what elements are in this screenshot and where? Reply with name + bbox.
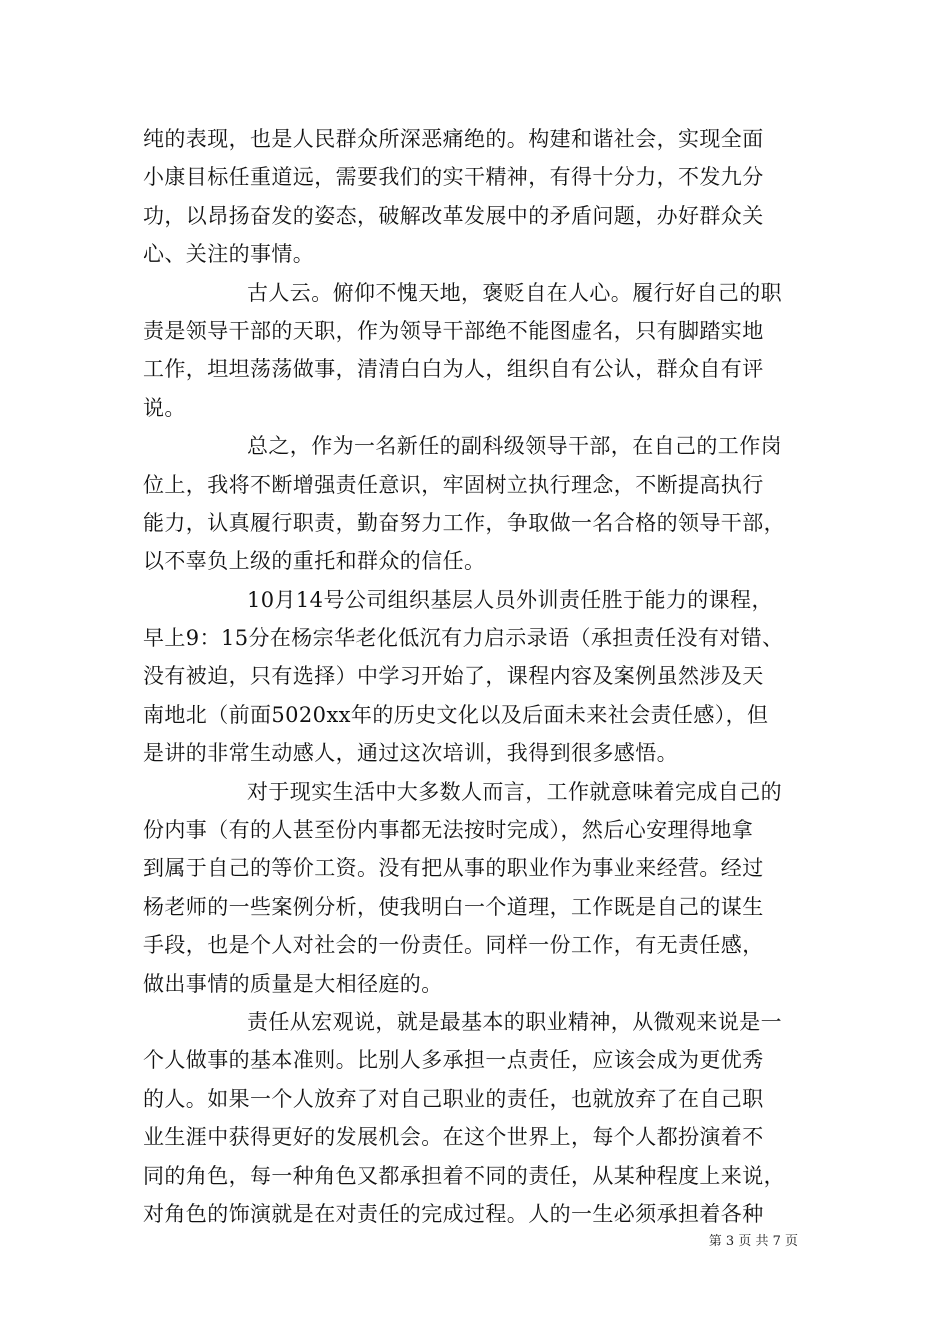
page-number-footer: 第 3 页 共 7 页 [708,1234,798,1249]
text-line: 对角色的饰演就是在对责任的完成过程。人的一生必须承担着各种 [143,1201,764,1226]
text-line: 南地北（前面5020xx年的历史文化以及后面未来社会责任感），但 [143,702,769,727]
text-line: 纯的表现，也是人民群众所深恶痛绝的。构建和谐社会，实现全面 [143,127,764,151]
text-line: 是讲的非常生动感人，通过这次培训，我得到很多感悟。 [143,741,678,766]
paragraph-5 [143,773,825,1003]
text-line: 古人云。俯仰不愧天地，褒贬自在人心。履行好自己的职 [247,280,782,305]
text-line: 功，以昂扬奋发的姿态，破解改革发展中的矛盾问题，办好群众关 [143,203,764,228]
document-body [143,120,825,1233]
text-line: 早上9：15分在杨宗华老化低沉有力启示录语（承担责任没有对错、 [143,626,784,651]
text-line: 对于现实生活中大多数人而言，工作就意味着完成自己的 [247,779,782,804]
text-line: 杨老师的一些案例分析，使我明白一个道理，工作既是自己的谋生 [143,894,764,919]
paragraph-4 [143,581,825,773]
text-line: 以不辜负上级的重托和群众的信任。 [143,549,486,574]
paragraph-1 [143,120,825,274]
text-line: 小康目标任重道远，需要我们的实干精神，有得十分力，不发九分 [143,165,764,190]
text-line: 责是领导干部的天职，作为领导干部绝不能图虚名，只有脚踏实地 [143,318,764,343]
text-line: 的人。如果一个人放弃了对自己职业的责任，也就放弃了在自己职 [143,1086,764,1111]
text-line: 位上，我将不断增强责任意识，牢固树立执行理念，不断提高执行 [143,472,764,497]
text-line: 说。 [143,395,186,420]
text-line: 能力，认真履行职责，勤奋努力工作，争取做一名合格的领导干部， [143,510,785,535]
text-line: 做出事情的质量是大相径庭的。 [143,971,443,996]
text-line: 业生涯中获得更好的发展机会。在这个世界上，每个人都扮演着不 [143,1125,764,1150]
paragraph-3 [143,427,825,581]
text-line: 总之，作为一名新任的副科级领导干部，在自己的工作岗 [247,434,782,459]
text-line: 没有被迫，只有选择）中学习开始了，课程内容及案例虽然涉及天 [143,664,764,689]
text-line: 10月14号公司组织基层人员外训责任胜于能力的课程， [247,587,773,612]
text-line: 责任从宏观说，就是最基本的职业精神，从微观来说是一 [247,1009,782,1034]
text-line: 到属于自己的等价工资。没有把从事的职业作为事业来经营。经过 [143,856,764,881]
text-line: 个人做事的基本准则。比别人多承担一点责任，应该会成为更优秀 [143,1048,764,1073]
text-line: 手段，也是个人对社会的一份责任。同样一份工作，有无责任感， [143,933,764,958]
text-line: 份内事（有的人甚至份内事都无法按时完成），然后心安理得地拿 [143,818,754,843]
text-line: 工作，坦坦荡荡做事，清清白白为人，组织自有公认，群众自有评 [143,357,764,382]
text-line: 心、关注的事情。 [143,242,315,267]
paragraph-2 [143,274,825,428]
paragraph-6 [143,1003,825,1233]
text-line: 同的角色，每一种角色又都承担着不同的责任，从某种程度上来说， [143,1163,785,1188]
